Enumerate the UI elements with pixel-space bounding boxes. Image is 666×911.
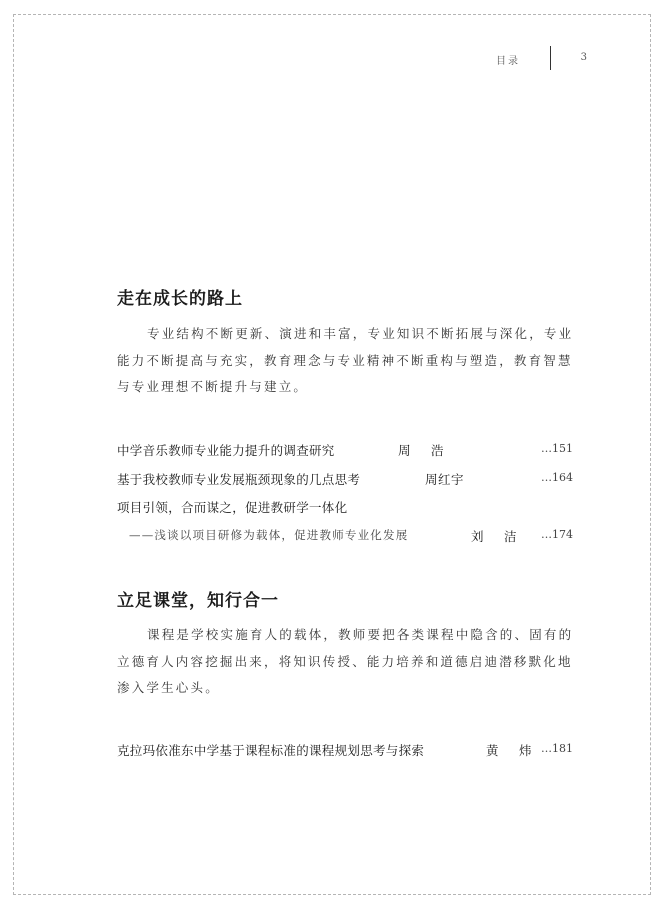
page-number: 3 (580, 52, 587, 63)
running-header-section: 目录 (496, 56, 520, 67)
entry-page: …164 (541, 471, 573, 484)
entry-author: 周红宇 (425, 472, 465, 487)
entry-page: …151 (541, 442, 573, 455)
entry-author: 黄 炜 (486, 743, 536, 758)
header-divider (550, 46, 551, 70)
entry-title: 项目引领，合而谋之，促进教研学一体化 (117, 500, 348, 515)
entry-page: …181 (541, 742, 573, 755)
entry-title: 基于我校教师专业发展瓶颈现象的几点思考 (117, 472, 361, 487)
entry-page: …174 (541, 528, 573, 541)
section-intro: 专业结构不断更新、演进和丰富，专业知识不断拓展与深化，专业能力不断提高与充实，教育理念与专业精神不断重构与塑造，教育智慧与专业理想不断提升与建立。 (117, 326, 574, 394)
entry-subtitle: ——浅谈以项目研修为载体，促进教师专业化发展 (129, 528, 409, 542)
toc-entry-subtitle-line[interactable] (117, 527, 573, 547)
toc-entry[interactable] (117, 741, 573, 761)
toc-entry[interactable] (117, 498, 573, 518)
entry-author: 刘 洁 (471, 529, 521, 544)
section-title: 立足课堂，知行合一 (117, 591, 279, 611)
toc-entry[interactable] (117, 441, 573, 461)
section-title: 走在成长的路上 (117, 289, 243, 309)
entry-title: 克拉玛依准东中学基于课程标准的课程规划思考与探索 (117, 743, 425, 758)
toc-entry[interactable] (117, 470, 573, 490)
entry-title: 中学音乐教师专业能力提升的调查研究 (117, 443, 335, 458)
section-intro: 课程是学校实施育人的载体，教师要把各类课程中隐含的、固有的立德育人内容挖掘出来，将知识传授、能力培养和道德启迪潜移默化地渗入学生心头。 (117, 627, 574, 695)
entry-author: 周 浩 (398, 443, 448, 458)
